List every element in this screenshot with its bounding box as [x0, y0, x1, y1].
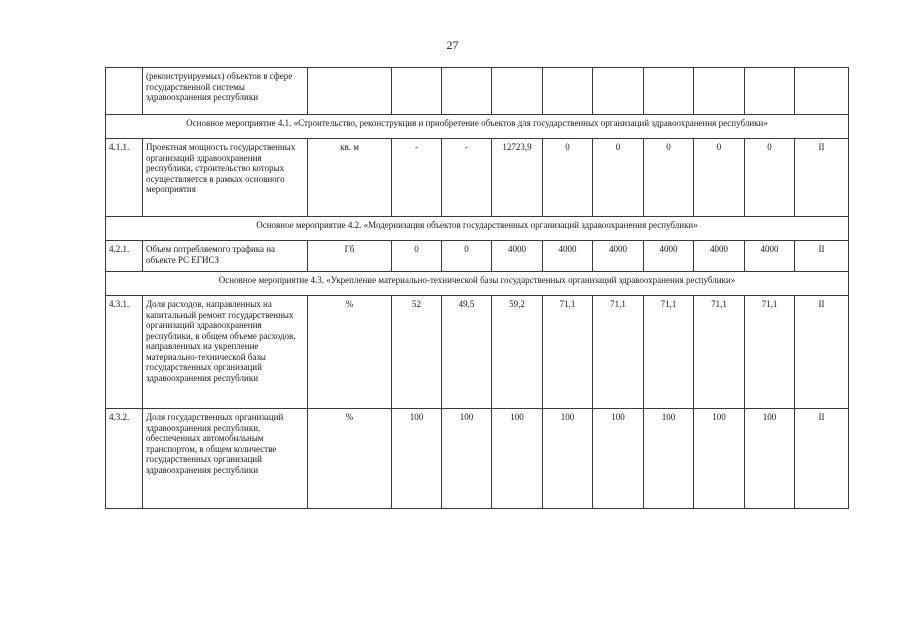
cell-value: 100 — [745, 409, 795, 509]
cell-num: 4.2.1. — [106, 241, 143, 272]
cell-value: 52 — [392, 296, 442, 409]
cell-value: 100 — [694, 409, 745, 509]
cell-unit: % — [308, 296, 392, 409]
cell-num — [106, 68, 143, 115]
cell-value: 4000 — [694, 241, 745, 272]
cell-value: 0 — [745, 139, 795, 217]
table-row — [106, 296, 849, 409]
cell-value: 100 — [442, 409, 492, 509]
cell-value: 100 — [644, 409, 694, 509]
table-row-continuation — [106, 68, 849, 115]
section-title: Основное мероприятие 4.2. «Модернизация объектов государственных организаций здравоохранения республики» — [106, 217, 849, 241]
cell-value: 0 — [442, 241, 492, 272]
cell-value: 71,1 — [593, 296, 644, 409]
section-row-4-2 — [106, 217, 849, 241]
cell-value: 71,1 — [745, 296, 795, 409]
cell-value: 0 — [694, 139, 745, 217]
cell-value: - — [392, 139, 442, 217]
cell-value: 49,5 — [442, 296, 492, 409]
cell-value: 71,1 — [644, 296, 694, 409]
indicators-table — [105, 67, 849, 509]
cell-value: 4000 — [593, 241, 644, 272]
cell-value: 4000 — [745, 241, 795, 272]
cell-name: Объем потребляемого трафика на объекте РС ЕГИСЗ — [143, 241, 308, 272]
section-row-4-3 — [106, 272, 849, 296]
cell-value: 59,2 — [492, 296, 543, 409]
cell-value: 0 — [392, 241, 442, 272]
cell-name: (реконструируемых) объектов в сфере государственной системы здравоохранения республики — [143, 68, 308, 115]
cell-name: Доля государственных организаций здравоохранения республики, обеспеченных автомобильным транспортом, в общем количестве государственных организаций здравоохранения республики — [143, 409, 308, 509]
cell-unit: % — [308, 409, 392, 509]
cell-value: 0 — [593, 139, 644, 217]
cell-value: 100 — [492, 409, 543, 509]
cell-num: 4.3.1. — [106, 296, 143, 409]
cell-value: 71,1 — [543, 296, 593, 409]
cell-value: 12723,9 — [492, 139, 543, 217]
cell-last: II — [795, 409, 849, 509]
cell-num: 4.3.2. — [106, 409, 143, 509]
cell-unit: Гб — [308, 241, 392, 272]
section-title: Основное мероприятие 4.1. «Строительство, реконструкция и приобретение объектов для государственных организаций здравоохранения республики» — [106, 115, 849, 139]
cell-value: 4000 — [644, 241, 694, 272]
cell-value: 0 — [543, 139, 593, 217]
cell-last: II — [795, 241, 849, 272]
cell-value: - — [442, 139, 492, 217]
section-row-4-1 — [106, 115, 849, 139]
table-row — [106, 241, 849, 272]
table-row — [106, 139, 849, 217]
cell-unit: кв. м — [308, 139, 392, 217]
cell-value: 4000 — [492, 241, 543, 272]
cell-value: 100 — [392, 409, 442, 509]
cell-name: Доля расходов, направленных на капитальный ремонт государственных организаций здравоохранения республики, в общем объеме расходов, направленных на укрепление материально-технической базы государственных организаций здравоохранения республики — [143, 296, 308, 409]
section-title: Основное мероприятие 4.3. «Укрепление материально-технической базы государственных организаций здравоохранения республики» — [106, 272, 849, 296]
cell-num: 4.1.1. — [106, 139, 143, 217]
table-row — [106, 409, 849, 509]
cell-value: 100 — [593, 409, 644, 509]
cell-value: 4000 — [543, 241, 593, 272]
page-number: 27 — [446, 38, 459, 52]
cell-last: II — [795, 139, 849, 217]
cell-value: 0 — [644, 139, 694, 217]
cell-last: II — [795, 296, 849, 409]
cell-value: 100 — [543, 409, 593, 509]
cell-value: 71,1 — [694, 296, 745, 409]
cell-name: Проектная мощность государственных организаций здравоохранения республики, строительство которых осуществляется в рамках основного мероприятия — [143, 139, 308, 217]
